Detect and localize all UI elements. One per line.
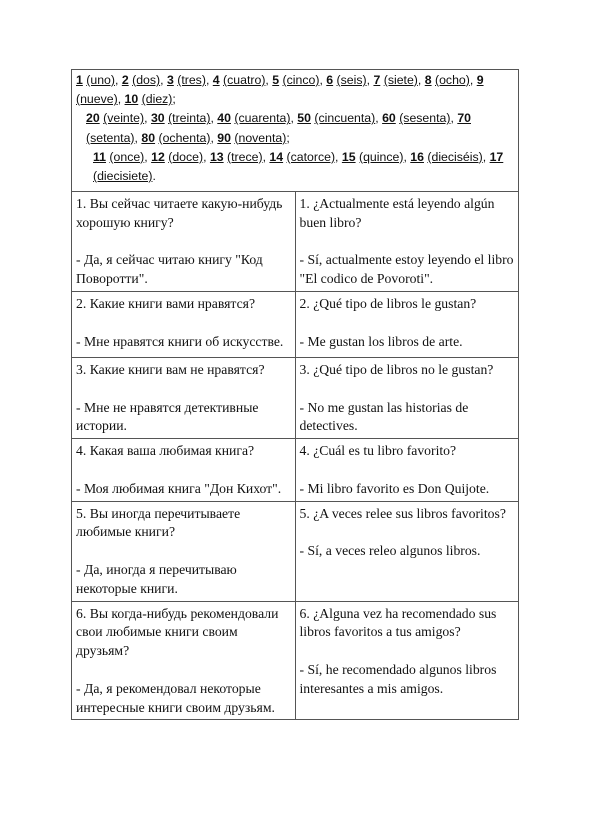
number-word: (dieciséis): [427, 149, 483, 164]
number-entry: [410, 150, 489, 164]
spacer: [300, 233, 515, 252]
number-entry: [151, 150, 210, 164]
number-separator: ,: [205, 73, 213, 87]
number-separator: ,: [417, 73, 425, 87]
spanish-question: 4. ¿Cuál es tu libro favorito?: [299, 443, 457, 459]
number-word: (siete): [383, 73, 418, 87]
number-digit: 10: [124, 92, 139, 107]
spanish-question: 5. ¿A veces relee sus libros favoritos?: [299, 505, 506, 521]
number-digit: 4: [212, 73, 220, 87]
number-separator: ,: [114, 73, 122, 87]
number-digit: 80: [141, 130, 156, 145]
spacer: [300, 380, 515, 399]
number-word: (ochenta): [158, 130, 211, 145]
number-digit: 1: [76, 73, 83, 87]
number-word: (diecisiete): [93, 169, 153, 184]
number-separator: ,: [290, 111, 298, 126]
number-word: (tres): [177, 73, 206, 87]
number-word: (diez): [141, 92, 173, 107]
number-separator: ,: [210, 130, 218, 145]
number-separator: ,: [366, 73, 374, 87]
number-word: (cinco): [282, 73, 320, 87]
number-digit: 30: [150, 111, 165, 126]
russian-answer: - Мне не нравятся детективные истории.: [76, 399, 259, 434]
number-separator: ;: [172, 92, 176, 107]
number-entry: [269, 150, 341, 164]
number-separator: ,: [265, 73, 273, 87]
number-word: (veinte): [103, 111, 145, 126]
number-separator: ,: [482, 149, 490, 164]
number-entry: [125, 92, 176, 106]
vocabulary-table: [71, 69, 519, 720]
number-entry: [342, 150, 410, 164]
number-entry: [425, 73, 477, 87]
spanish-answer: - Sí, a veces releo algunos libros.: [299, 543, 481, 559]
russian-cell: [72, 601, 296, 720]
number-word: (catorce): [286, 149, 336, 164]
number-digit: 3: [166, 73, 174, 87]
number-separator: ,: [262, 149, 270, 164]
number-digit: 5: [272, 73, 280, 87]
russian-cell: [72, 439, 296, 501]
number-word: (treinta): [168, 111, 211, 126]
spacer: [300, 642, 515, 661]
spacer: [300, 523, 515, 542]
number-word: (trece): [227, 149, 263, 164]
numbers-line-3: [76, 148, 514, 186]
number-digit: 20: [86, 111, 100, 126]
russian-question: 2. Какие книги вами нравятся?: [76, 295, 256, 311]
number-digit: 12: [151, 149, 165, 164]
number-word: (once): [109, 149, 145, 164]
spanish-cell: [295, 291, 519, 357]
number-entry: [141, 131, 217, 145]
numbers-cell: [72, 70, 519, 192]
number-entry: [151, 111, 217, 125]
number-digit: 90: [217, 130, 231, 145]
number-entry: [217, 131, 289, 145]
spanish-cell: [295, 501, 519, 601]
number-entry: [326, 73, 373, 87]
number-word: (setenta): [86, 130, 135, 145]
number-word: (uno): [86, 73, 115, 87]
russian-question: 5. Вы иногда перечитываете любимые книги?: [76, 505, 241, 540]
number-digit: 60: [382, 111, 396, 126]
number-digit: 50: [297, 111, 311, 126]
number-entry: [382, 111, 457, 125]
number-word: (ocho): [435, 73, 470, 87]
qa-row: [72, 601, 519, 720]
number-separator: ,: [450, 111, 458, 126]
number-word: (cincuenta): [314, 111, 376, 126]
number-entry: [213, 73, 272, 87]
number-word: (dos): [132, 73, 161, 87]
russian-question: 3. Какие книги вам не нравятся?: [76, 361, 265, 377]
number-separator: ,: [160, 73, 167, 87]
russian-cell: [72, 192, 296, 292]
number-separator: ,: [210, 111, 218, 126]
spacer: [76, 542, 291, 561]
numbers-line-2: [76, 109, 514, 147]
spacer: [76, 233, 291, 252]
russian-answer: - Моя любимая книга "Дон Кихот".: [76, 480, 282, 496]
spacer: [76, 314, 291, 333]
number-separator: ;: [286, 130, 290, 145]
number-separator: ,: [403, 149, 411, 164]
number-entry: [86, 111, 151, 125]
number-entry: [167, 73, 213, 87]
number-digit: 13: [209, 149, 224, 164]
number-entry: [210, 150, 269, 164]
number-entry: [93, 150, 151, 164]
number-entry: [217, 111, 297, 125]
russian-cell: [72, 501, 296, 601]
spacer: [76, 380, 291, 399]
number-entry: [297, 111, 382, 125]
number-digit: 17: [489, 149, 504, 164]
number-word: (cuatro): [223, 73, 266, 87]
spanish-question: 6. ¿Alguna vez ha recomendado sus libros favoritos a tus amigos?: [299, 605, 497, 640]
number-separator: ,: [375, 111, 383, 126]
number-separator: ,: [144, 149, 152, 164]
spanish-cell: [295, 357, 519, 438]
qa-row: [72, 439, 519, 501]
number-separator: ,: [203, 149, 210, 164]
russian-question: 4. Какая ваша любимая книга?: [76, 443, 255, 459]
spanish-question: 1. ¿Actualmente está leyendo algún buen libro?: [299, 196, 495, 230]
number-word: (nueve): [76, 92, 118, 107]
number-word: (sesenta): [399, 111, 451, 126]
russian-question: 6. Вы когда-нибудь рекомендовали свои любимые книги своим друзьям?: [76, 605, 279, 659]
number-digit: 70: [457, 111, 471, 126]
numbers-row: [72, 70, 519, 192]
number-digit: 8: [424, 73, 432, 87]
spanish-answer: - Mi libro favorito es Don Quijote.: [299, 480, 490, 496]
number-digit: 16: [410, 149, 424, 164]
spanish-answer: - No me gustan las historias de detectives.: [299, 399, 469, 434]
russian-answer: - Да, я сейчас читаю книгу "Код Поворотти".: [76, 252, 263, 287]
russian-answer: - Мне нравятся книги об искусстве.: [76, 333, 284, 349]
number-word: (cuarenta): [234, 111, 291, 126]
russian-question: 1. Вы сейчас читаете какую-нибудь хорошую книгу?: [76, 196, 283, 230]
number-entry: [122, 73, 167, 87]
spanish-answer: - Sí, he recomendado algunos libros interesantes a mis amigos.: [299, 661, 497, 696]
qa-row: [72, 357, 519, 438]
spanish-question: 3. ¿Qué tipo de libros no le gustan?: [299, 361, 494, 377]
number-digit: 6: [326, 73, 334, 87]
number-separator: ,: [469, 73, 477, 87]
spacer: [300, 314, 515, 333]
number-digit: 7: [373, 73, 381, 87]
number-digit: 15: [341, 149, 356, 164]
number-word: (seis): [336, 73, 367, 87]
number-digit: 14: [269, 149, 284, 164]
spacer: [76, 461, 291, 480]
russian-cell: [72, 291, 296, 357]
number-entry: [272, 73, 326, 87]
number-separator: ,: [144, 111, 151, 126]
spanish-answer: - Me gustan los libros de arte.: [299, 333, 463, 349]
number-entry: [76, 73, 122, 87]
russian-cell: [72, 357, 296, 438]
spacer: [300, 461, 515, 480]
number-entry: [373, 73, 424, 87]
russian-answer: - Да, я рекомендовал некоторые интересные книги своим друзьям.: [76, 680, 275, 715]
number-separator: ,: [319, 73, 327, 87]
numbers-line-1: [76, 71, 514, 109]
number-digit: 11: [93, 149, 106, 164]
spanish-answer: - Sí, actualmente estoy leyendo el libro "El codico de Povoroti".: [299, 252, 514, 287]
number-digit: 40: [217, 111, 231, 126]
qa-row: [72, 291, 519, 357]
spanish-cell: [295, 439, 519, 501]
spanish-cell: [295, 192, 519, 292]
number-separator: ,: [134, 130, 142, 145]
number-separator: .: [152, 169, 156, 184]
spacer: [76, 661, 291, 680]
number-word: (doce): [168, 149, 204, 164]
number-word: (noventa): [234, 130, 287, 145]
number-digit: 2: [121, 73, 129, 87]
number-separator: ,: [117, 92, 125, 107]
number-separator: ,: [335, 149, 342, 164]
spanish-question: 2. ¿Qué tipo de libros le gustan?: [299, 295, 477, 311]
spanish-cell: [295, 601, 519, 720]
qa-row: [72, 501, 519, 601]
number-word: (quince): [359, 149, 404, 164]
number-digit: 9: [476, 73, 484, 87]
qa-row: [72, 192, 519, 292]
russian-answer: - Да, иногда я перечитываю некоторые книги.: [76, 561, 237, 596]
